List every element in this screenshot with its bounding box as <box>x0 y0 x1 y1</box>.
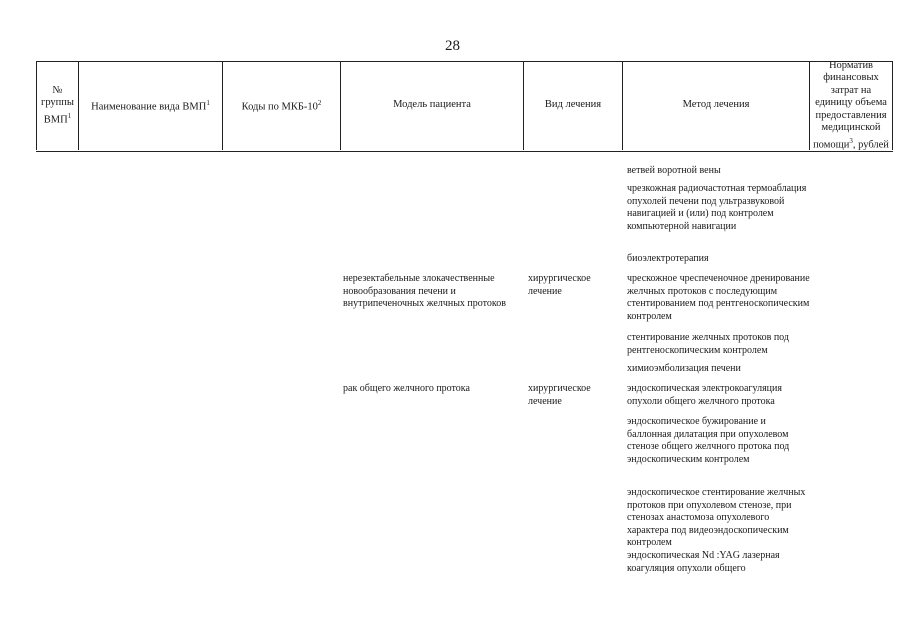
method-item: химиоэмболизация печени <box>627 363 741 374</box>
patient-model-cell: рак общего желчного протока <box>343 383 470 394</box>
footnote-mark: 1 <box>67 111 72 120</box>
method-item: эндоскопическая Nd :YAG лазерная коагуляция опухоли общего <box>627 550 780 574</box>
method-item: эндоскопическая электрокоагуляция опухоли общего желчного протока <box>627 383 782 407</box>
treatment-type-cell: хирургическое лечение <box>528 383 591 407</box>
header-icd-codes <box>223 61 340 150</box>
method-item: биоэлектротерапия <box>627 253 709 264</box>
header-vmp-name-text: Наименование вида ВМП <box>91 101 207 113</box>
method-item: ветвей воротной вены <box>627 165 721 176</box>
footnote-mark: 3 <box>849 136 853 145</box>
header-patient-model: Модель пациента <box>393 99 471 111</box>
header-cost-norm-unit: , рублей <box>852 139 889 150</box>
patient-model-cell: нерезектабельные злокачественные новообразования печени и внутрипеченочных желчных протоков <box>343 273 506 309</box>
header-cost-norm-text: Норматив финансовых затрат на единицу объема предоставления медицинской помощи <box>813 59 887 150</box>
method-item: стентирование желчных протоков под рентгеноскопическим контролем <box>627 332 789 356</box>
header-treatment-type: Вид лечения <box>544 99 602 111</box>
header-group-number-line3: ВМП <box>43 114 68 125</box>
footnote-mark: 2 <box>317 99 322 107</box>
header-group-number <box>37 61 78 150</box>
header-cost-norm <box>810 61 892 150</box>
header-group-number-line2: группы <box>41 97 74 108</box>
footnote-mark: 1 <box>206 99 210 107</box>
method-item: чрезкожная радиочастотная термоаблация опухолей печени под ультразвуковой навигацией и (или) под контролем компьютерной навигации <box>627 183 807 232</box>
column-divider <box>892 61 893 150</box>
header-vmp-name <box>79 61 222 150</box>
header-icd-codes-text: Коды по МКБ-10 <box>241 101 318 113</box>
method-item: эндоскопическое бужирование и баллонная дилатация при опухолевом стенозе общего желчного протока под эндоскопическим контролем <box>627 416 790 465</box>
page-number: 28 <box>445 38 460 54</box>
treatment-type-cell: хирургическое лечение <box>528 273 591 297</box>
method-item: эндоскопическое стентирование желчных протоков при опухолевом стенозе, при стенозах анастомоза опухолевого характера под видеоэндоскопическим контролем <box>627 487 806 548</box>
header-treatment-method: Метод лечения <box>682 99 750 111</box>
header-group-number-line1: № <box>52 84 63 96</box>
method-item: чрескожное чреспеченочное дренирование желчных протоков с последующим стентированием под рентгеноскопическим контролем <box>627 273 810 322</box>
